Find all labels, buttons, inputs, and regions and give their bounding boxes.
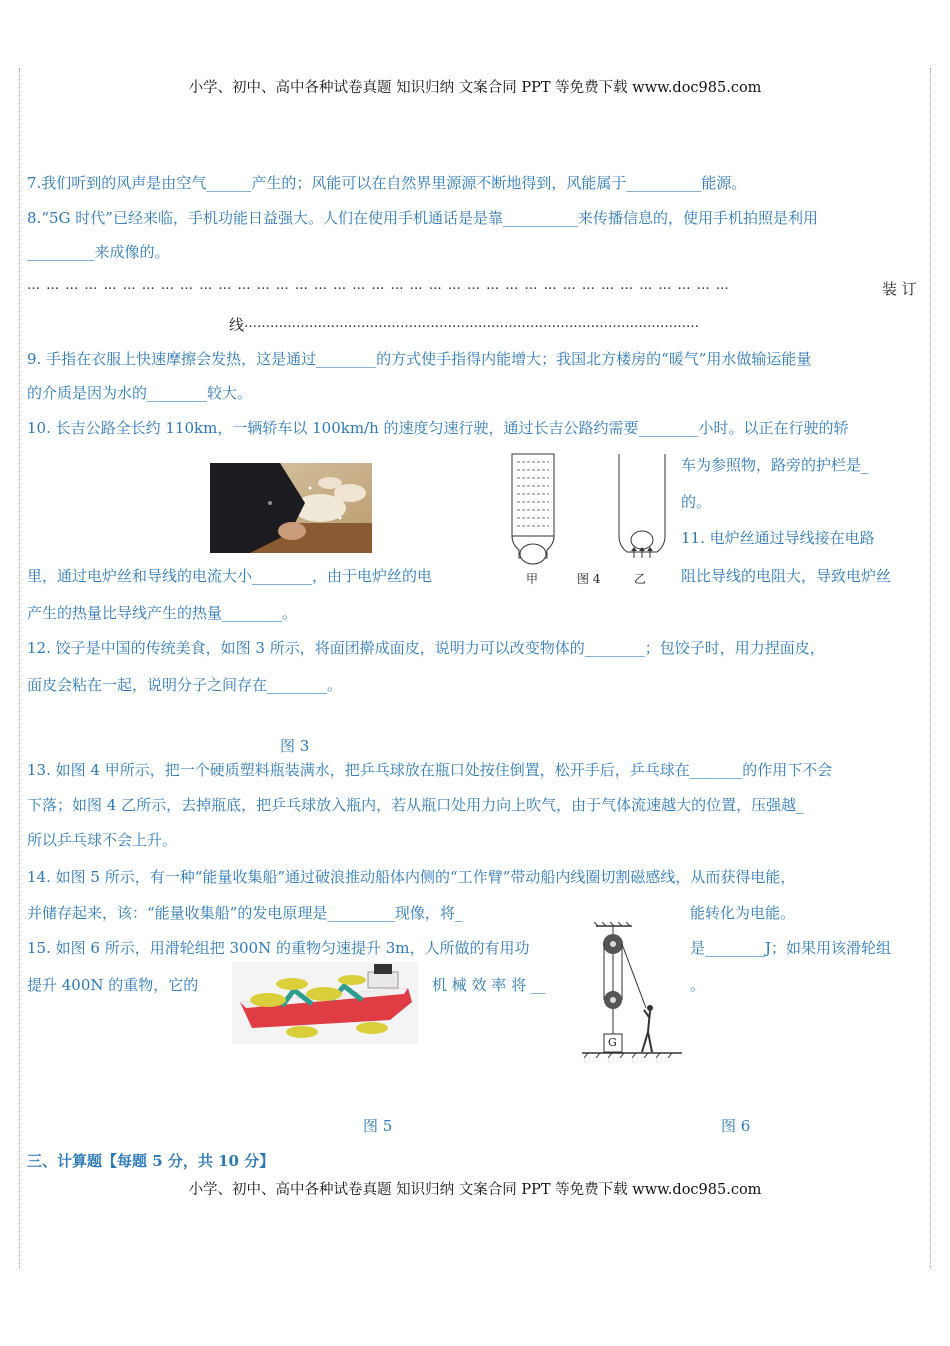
question-13-line2: 下落；如图 4 乙所示，去掉瓶底，把乒乓球放入瓶内，若从瓶口处用力向上吹气，由于气体流速越大的位置，压强越_	[27, 796, 804, 814]
figure-6-caption: 图 6	[721, 1117, 751, 1135]
section-3-title: 三、计算题【每题 5 分，共 10 分】	[27, 1152, 275, 1170]
question-15-line1: 15. 如图 6 所示，用滑轮组把 300N 的重物匀速提升 3m，人所做的有用功	[27, 939, 530, 957]
question-11-line3: 阻比导线的电阻大，导致电炉丝	[681, 567, 892, 585]
figure-6-pulley	[582, 922, 682, 1058]
question-10-line3: 的。	[681, 493, 712, 511]
question-12-line2: 面皮会粘在一起，说明分子之间存在________。	[27, 676, 343, 694]
binding-dots: … … … … … … … … … … … … … … … … … … … … … … … … … … … … … … … … … … … … …	[27, 278, 730, 293]
question-15-line4: 机 械 效 率 将 __	[432, 976, 546, 994]
question-9-line2: 的介质是因为水的________较大。	[27, 384, 253, 402]
question-10-line1: 10. 长吉公路全长约 110km，一辆轿车以 100km/h 的速度匀速行驶，通过长吉公路约需要________小时。以正在行驶的轿	[27, 419, 849, 437]
question-15-line2: 是________J；如果用该滑轮组	[690, 939, 892, 957]
page-footer: 小学、初中、高中各种试卷真题 知识归纳 文案合同 PPT 等免费下载 www.doc985.com	[188, 1182, 762, 1198]
question-13-line3: 所以乒乓球不会上升。	[27, 831, 178, 849]
figure-6-weight-label: G	[608, 1036, 617, 1049]
question-8-line1: 8.“5G 时代”已经来临，手机功能日益强大。人们在使用手机通话是是靠__________来传播信息的，使用手机拍照是利用	[27, 209, 818, 227]
figure-4-label-yi: 乙	[634, 572, 647, 586]
question-8-line2: _________来成像的。	[27, 243, 170, 261]
question-11-line4: 产生的热量比导线产生的热量________。	[27, 604, 298, 622]
question-10-line2: 车为参照物，路旁的护栏是_	[681, 456, 869, 474]
left-margin-line	[19, 68, 20, 1268]
figure-4-label-jia: 甲	[526, 572, 539, 586]
figure-5-caption: 图 5	[363, 1117, 393, 1135]
question-13-line1: 13. 如图 4 甲所示，把一个硬质塑料瓶装满水，把乒乓球放在瓶口处按住倒置，松开手后，乒乓球在_______的作用下不会	[27, 761, 833, 779]
figure-5-boat	[232, 962, 418, 1044]
right-margin-line	[930, 68, 931, 1268]
figure-3-photo	[210, 463, 372, 553]
question-12-line1: 12. 饺子是中国的传统美食，如图 3 所示，将面团擀成面皮，说明力可以改变物体的________；包饺子时，用力捏面皮，	[27, 639, 825, 657]
question-7: 7.我们听到的风声是由空气______产生的；风能可以在自然界里源源不断地得到，风能属于__________能源。	[27, 174, 747, 192]
question-15-line3: 提升 400N 的重物，它的	[27, 976, 199, 994]
figure-4-caption: 图 4	[577, 572, 601, 586]
question-11-line1: 11. 电炉丝通过导线接在电路	[681, 529, 875, 547]
binding-label: 装 订	[882, 280, 917, 298]
page-header: 小学、初中、高中各种试卷真题 知识归纳 文案合同 PPT 等免费下载 www.doc985.com	[188, 80, 762, 96]
question-15-line5: 。	[690, 976, 706, 994]
figure-4-drawing	[505, 452, 675, 587]
binding-label-line: 线	[229, 316, 245, 334]
figure-4	[505, 452, 675, 587]
binding-dots-2: ……………………………………………………………………………………………	[244, 316, 699, 331]
figure-3-caption: 图 3	[280, 737, 310, 755]
question-14-line3: 能转化为电能。	[690, 904, 796, 922]
question-14-line1: 14. 如图 5 所示，有一种“能量收集船”通过破浪推动船体内侧的“工作臂”带动船内线圈切割磁感线，从而获得电能，	[27, 868, 796, 886]
question-9-line1: 9. 手指在衣服上快速摩擦会发热，这是通过________的方式使手指得内能增大；我国北方楼房的“暖气”用水做输运能量	[27, 350, 812, 368]
question-14-line2: 并储存起来，该：“能量收集船”的发电原理是_________现像，将_	[27, 904, 463, 922]
question-11-line2: 里，通过电炉丝和导线的电流大小________，由于电炉丝的电	[27, 567, 433, 585]
